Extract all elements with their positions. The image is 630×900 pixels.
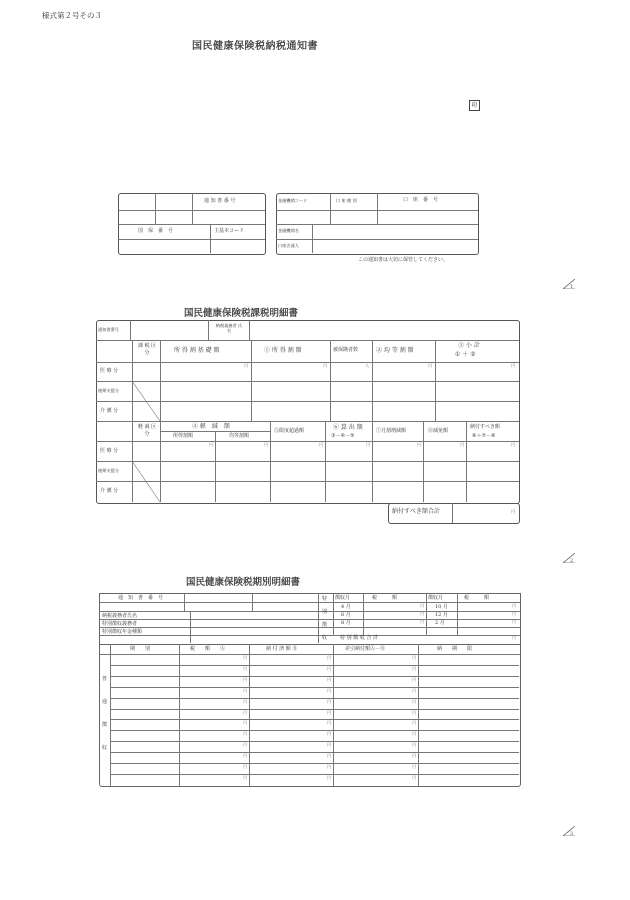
period-row-yen: 円 [412,731,417,737]
period-row-line [110,763,519,764]
monthly-adjust-header: ⑦月割増減額 [376,428,407,434]
period-row-line [110,709,519,710]
period-row-yen: 円 [327,742,332,748]
period-row-yen: 円 [412,665,417,671]
period-row-yen: 円 [243,764,248,769]
period-row-yen: 円 [243,665,248,671]
col-period: 期 別 [130,646,151,652]
period-row-line [110,665,519,666]
period-row-line [110,719,519,720]
col-paid-b: 納 付 済 額 Ⓑ [266,646,298,652]
period-row-yen: 円 [327,687,332,693]
period-row-line [110,730,519,731]
period-row-yen: 円 [243,655,248,660]
period-row-yen: 円 [412,720,417,726]
payable-formula: ⑥＋⑦－⑧ [472,433,496,439]
period-row-yen: 円 [412,655,417,660]
calc-header: ⑥ 算 出 額 [333,424,363,431]
income-base-header: 所 得 割 基 礎 額 [174,347,220,354]
subtotal-header: ③ 小 計 [458,342,480,349]
bank-code-label: 金融機関コード [278,198,308,203]
equal-reduction-header: 均等割額 [229,433,250,439]
period-row-yen: 円 [243,731,248,737]
period-row-yen: 円 [412,742,417,748]
seal-mark: 印 [469,100,480,111]
svg-text:1: 1 [570,284,574,289]
period-row-yen: 円 [327,753,332,759]
row-care: 介 護 分 [100,408,119,414]
account-no-label: 口 座 番 号 [403,197,439,203]
svg-text:2: 2 [570,558,574,563]
period-row-yen: 円 [327,698,332,704]
period-row-yen: 円 [243,753,248,759]
period-row-yen: 円 [412,753,417,759]
income-levy-header: ① 所 得 割 額 [264,347,302,354]
taxpayer-name-label: 納税義務者氏名 [102,613,138,619]
period-row-line [110,752,519,753]
month-col-right: 徴収月 [428,595,444,601]
period-row-yen: 円 [412,676,417,682]
notice-title: 国民健康保険税納税通知書 [192,41,318,52]
exemption-header: ⑧減免額 [428,428,449,434]
fold-mark-3 [563,826,575,836]
subtotal-formula: ① ＋ ② [455,351,476,358]
period-row-line [110,741,519,742]
period-row-yen: 円 [243,676,248,682]
period-row-yen: 円 [243,720,248,726]
row-support-2: 後期支援分 [98,468,119,473]
period-row-yen: 円 [327,676,332,682]
tax-col-right: 税 額 [464,595,490,601]
period-row-yen: 円 [327,774,332,780]
col-due: 納 期 限 [437,646,473,652]
row-support: 後期支援分 [98,388,119,393]
insured-count-header: 被保険者数 [333,347,359,353]
month-col-left: 徴収月 [335,595,351,601]
svg-text:3: 3 [570,831,574,836]
kubun-header: 課 税 区 分 [137,343,157,356]
keep-note: この通知書は大切に保管してください。 [358,257,449,263]
row-medical-2: 医 療 分 [100,448,119,454]
notice-no-label: 通 知 書 番 号 [204,198,236,204]
notice-no-header: 通知書番号 [98,327,119,332]
period-row-yen: 円 [243,698,248,704]
period-row-yen: 円 [327,764,332,769]
special-obligor-label: 特別徴収義務者 [102,621,138,627]
form-number: 様式第２号その３ [42,11,102,20]
income-reduction-header: 所得割額 [173,433,194,439]
col-diff: 差引納付額Ⓐ－Ⓑ [345,646,386,652]
special-total-label: 特 別 徴 収 合 計 [340,635,378,641]
period-row-yen: 円 [243,709,248,715]
equal-levy-header: ② 均 等 割 額 [376,347,414,354]
period-detail-title: 国民健康保険税期別明細書 [186,577,301,588]
period-row-yen: 円 [327,665,332,671]
payable-header: 納付すべき額 [470,424,500,430]
period-notice-no-label: 通 知 書 番 号 [118,595,164,601]
period-row-line [110,698,519,699]
period-row-yen: 円 [327,720,332,726]
period-row-yen: 円 [412,709,417,715]
tax-col-left: 税 額 [372,595,398,601]
fold-mark-1 [563,279,575,289]
period-row-line [99,654,520,655]
col-tax-a: 税 額 Ⓐ [190,646,226,652]
reduction-header: ④ 軽 減 額 [192,423,230,430]
tax-detail-title: 国民健康保険税課税明細書 [184,308,299,319]
period-row-yen: 円 [243,742,248,748]
period-row-yen: 円 [412,698,417,704]
fold-mark-2 [563,553,575,563]
taxpayer-name-header: 納税義務者 氏 名 [215,323,251,334]
reduction-kubun-header: 軽 減 区 分 [137,424,157,437]
period-row-yen: 円 [412,774,417,780]
period-row-yen: 円 [243,774,248,780]
row-care-2: 介 護 分 [100,488,119,494]
period-row-yen: 円 [327,709,332,715]
period-row-yen: 円 [243,687,248,693]
period-row-yen: 円 [327,731,332,737]
total-payable-label: 納付すべき額合計 [392,508,440,515]
period-row-yen: 円 [327,655,332,660]
pension-type-label: 特別徴収年金種類 [102,629,143,635]
resident-code-label: 主基本コード [214,228,245,234]
insurance-no-label: 国 保 番 号 [138,228,174,234]
limit-excess-header: ⑤限度超過額 [274,428,305,434]
calc-formula: ③－④－⑤ [331,433,355,439]
period-row-yen: 円 [412,764,417,769]
row-medical: 医 療 分 [100,368,119,374]
account-type-label: 口 座 種 別 [336,198,357,203]
period-row-yen: 円 [412,687,417,693]
period-row-line [110,676,519,677]
bank-name-label: 金融機関名 [278,228,299,233]
account-holder-label: 口座名義人 [278,243,299,248]
period-row-line [110,687,519,688]
period-row-line [110,774,519,775]
